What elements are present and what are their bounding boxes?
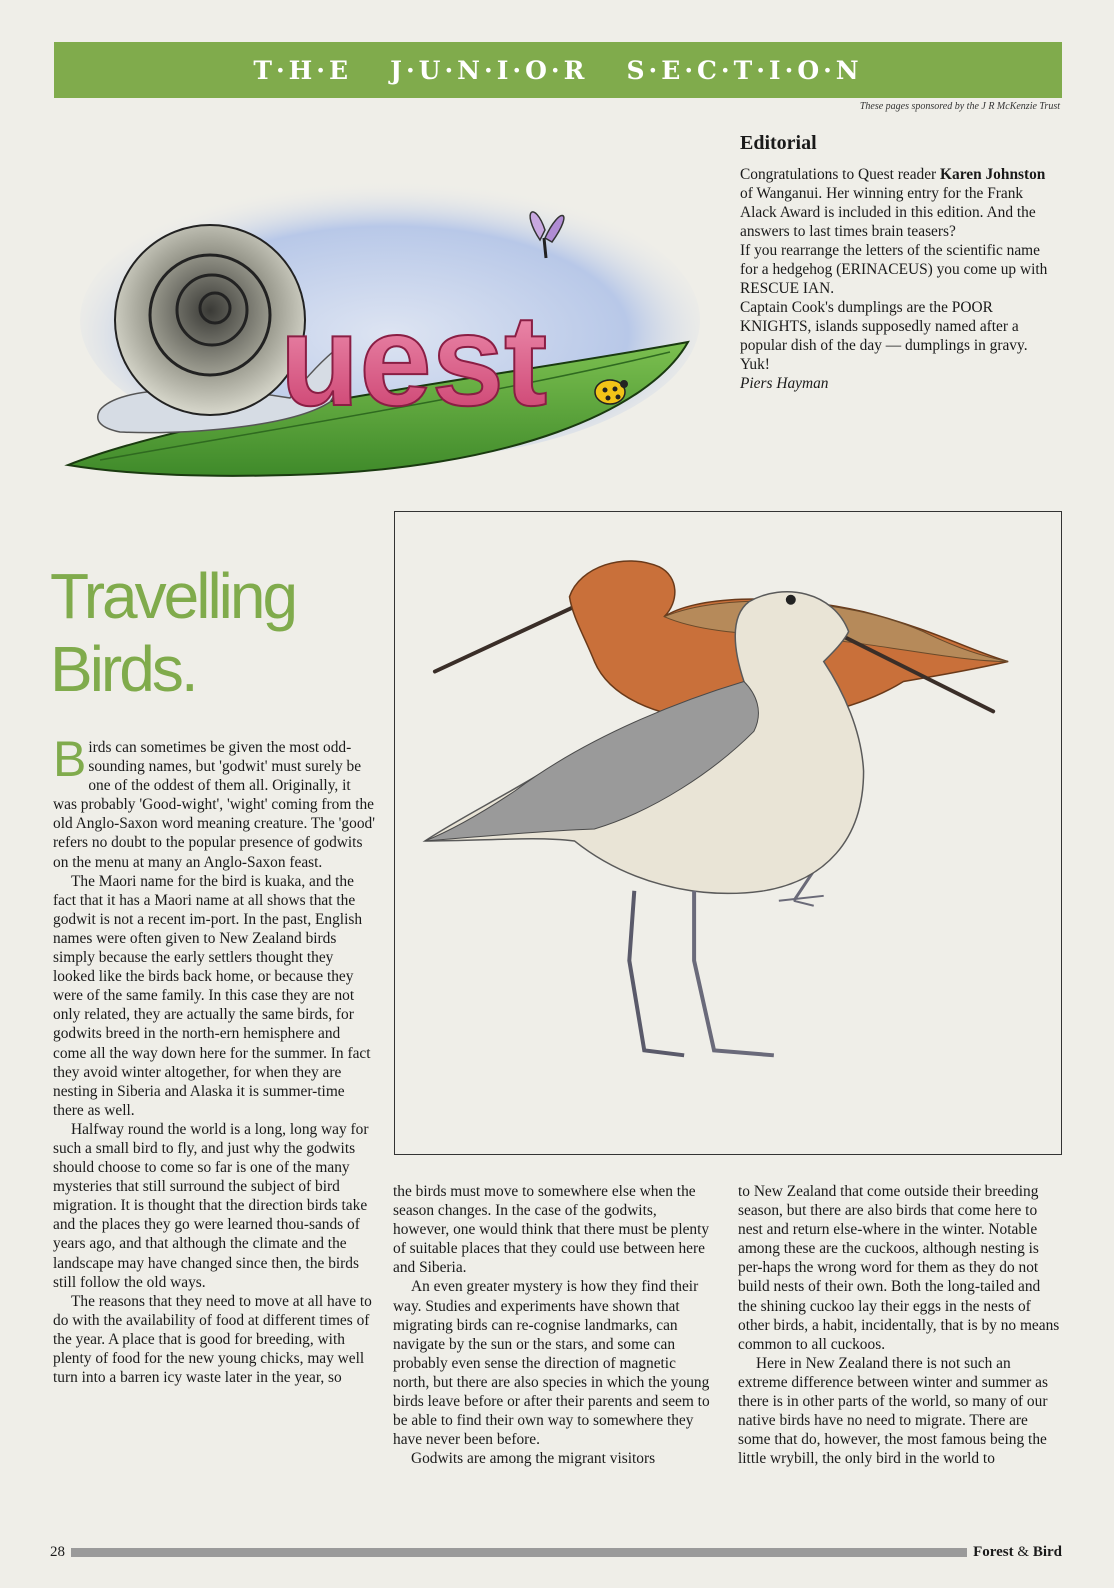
article-title: [50, 560, 295, 706]
editorial-text: of Wanganui. Her winning entry for the Frank Alack Award is included in this edition. And the answers to last times brain teasers?: [740, 185, 1036, 240]
article-column-1: [53, 731, 375, 1387]
article-title-line: Birds.: [50, 633, 196, 705]
section-banner: [54, 42, 1062, 98]
winner-name: Karen Johnston: [940, 166, 1046, 183]
article-paragraph: [53, 731, 375, 872]
article-title-line: Travelling: [50, 560, 296, 632]
footer-rule: [71, 1548, 967, 1557]
editorial-text: Congratulations to Quest reader: [740, 166, 941, 183]
article-paragraph: Godwits are among the migrant visitors: [411, 1450, 656, 1468]
publication-name-part: &: [1013, 1543, 1033, 1560]
article-column-3: [738, 1182, 1060, 1468]
article-paragraph: The reasons that they need to move at all have to do with the availability of food at different times of the year. A place that is good for breeding, with plenty of food for the new young chicks, may well turn into a barren icy waste later in the year, so: [53, 1292, 372, 1387]
sponsor-note: These pages sponsored by the J R McKenzie Trust: [859, 101, 1060, 112]
publication-name-part: Forest: [973, 1543, 1014, 1560]
editorial-paragraph: [740, 165, 1060, 241]
publication-name-part: Bird: [1032, 1543, 1062, 1560]
page-number: 28: [50, 1543, 65, 1560]
article-text: irds can sometimes be given the most odd-sounding names, but 'godwit' must surely be one of the oddest of them all. Originally, it was probably 'Good-wight', 'wight' coming from the old Anglo-Saxon word meaning creature. The 'good' refers no doubt to the popular presence of godwits on the menu at many an Anglo-Saxon feast.: [53, 739, 375, 871]
article-paragraph: to New Zealand that come outside their breeding season, but there are also birds that come here to nest and return else-where in the winter. Notable among these are the cuckoos, although nesting is per-haps the wrong word for them as they do not build nests of their own. Both the long-tailed and the shining cuckoo lay their eggs in the nests of other birds, a habit, incidentally, that is by no means common to all cuckoos.: [738, 1183, 1060, 1353]
publication-name: [973, 1544, 1062, 1561]
editorial: [740, 134, 1060, 393]
quest-logo-text: uest: [280, 287, 548, 433]
section-title: T·H·E J·U·N·I·O·R S·E·C·T·I·O·N: [253, 55, 863, 85]
quest-logo: [60, 170, 710, 490]
article-paragraph: The Maori name for the bird is kuaka, and the fact that it has a Maori name at all shows that the godwit is not a recent im-port. In the past, English names were often given to New Zealand birds simply because the early settlers thought they looked like the birds back home, or because they were of the same family. In this case they are not only related, they are actually the same birds, for godwits breed in the north-ern hemisphere and come all the way down here for the summer. In fact they avoid winter altogether, for when they are nesting in Siberia and Alaska it is summer-time there as well.: [53, 872, 371, 1119]
article-paragraph: the birds must move to somewhere else when the season changes. In the case of the godwits, however, one would think that there must be plenty of suitable places that they could use between here and Siberia.: [393, 1183, 710, 1277]
page-footer: [50, 1542, 1062, 1562]
editorial-heading: Editorial: [740, 132, 817, 154]
article-paragraph: An even greater mystery is how they find their way. Studies and experiments have shown that migrating birds can re-cognise landmarks, can navigate by the sun or the stars, and some can probably even sense the direction of magnetic north, but there are also species in which the young birds leave before or after their parents and seem to be able to find their own way to somewhere they have never been before.: [393, 1278, 710, 1449]
editorial-paragraph: Captain Cook's dumplings are the POOR KNIGHTS, islands supposedly named after a popular dish of the day — dumplings in gravy. Yuk!: [740, 299, 1028, 373]
article-paragraph: Halfway round the world is a long, long way for such a small bird to fly, and just why the godwits should choose to come so far is one of the many mysteries that still surround the subject of bird migration. It is thought that the direction birds take and the places they go were learned thou-sands of years ago, and that although the climate and the landscape may have changed since then, the birds still follow the old ways.: [53, 1120, 369, 1291]
article-paragraph: Here in New Zealand there is not such an extreme difference between winter and summer as there is in other parts of the world, so many of our native birds have no need to migrate. There are some that do, however, the most famous being the little wrybill, the only bird in the world to: [738, 1354, 1048, 1468]
editorial-signature: Piers Hayman: [740, 375, 829, 392]
godwit-illustration: [394, 511, 1062, 1155]
editorial-paragraph: If you rearrange the letters of the scientific name for a hedgehog (ERINACEUS) you come up with RESCUE IAN.: [740, 242, 1048, 297]
drop-cap: B: [53, 731, 87, 787]
article-column-2: [393, 1182, 715, 1468]
